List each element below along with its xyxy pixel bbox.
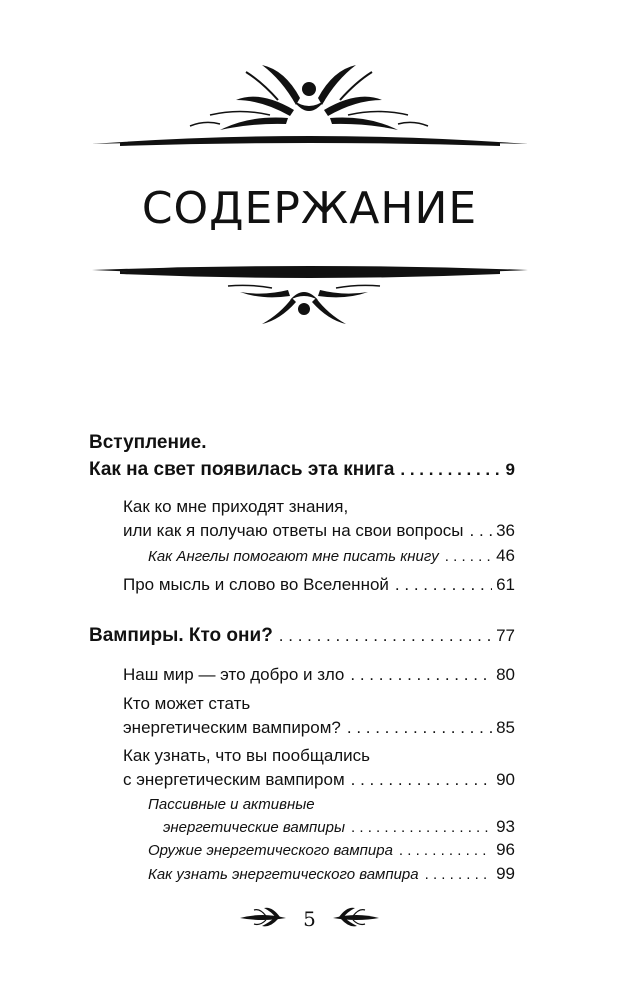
toc-entry[interactable]: Про мысль и слово во Вселенной . . . 61 — [123, 575, 515, 595]
toc-subentry[interactable]: Как узнать энергетического вампира . . . 99 — [148, 864, 515, 884]
toc-entry[interactable]: или как я получаю ответы на свои вопросы . . . 36 — [123, 521, 515, 541]
toc-entry[interactable]: с энергетическим вампиром . . . 90 — [123, 770, 515, 790]
dot-leader — [425, 866, 492, 883]
toc-subentry[interactable]: энергетические вампиры . . . 93 — [163, 817, 515, 837]
toc-entry[interactable]: Наш мир — это добро и зло . . . 80 — [123, 665, 515, 685]
toc-subentry-line: Пассивные и активные — [148, 796, 315, 813]
dot-leader — [279, 626, 492, 646]
dot-leader — [347, 718, 492, 738]
toc-subentry[interactable]: Как Ангелы помогают мне писать книгу . . . 46 — [148, 546, 515, 566]
toc-entry[interactable]: энергетическим вампиром? . . . 85 — [123, 718, 515, 738]
dot-leader — [350, 665, 492, 685]
dot-leader — [351, 770, 492, 790]
toc-heading-entry[interactable]: Вампиры. Кто они? . . . 77 — [89, 625, 515, 647]
toc-subentry[interactable]: Оружие энергетического вампира . . . 96 — [148, 840, 515, 860]
toc-entry-line: Как узнать, что вы пообщались — [123, 746, 371, 765]
toc-heading-entry[interactable]: Как на свет появилась эта книга . . . 9 — [89, 459, 515, 481]
footer-right-flourish-icon — [329, 904, 383, 930]
dot-leader — [400, 460, 501, 480]
dot-leader — [395, 575, 492, 595]
dot-leader — [445, 548, 492, 565]
dot-leader — [470, 521, 493, 541]
page-title: СОДЕРЖАНИЕ — [141, 183, 478, 234]
page-number: 5 — [303, 907, 316, 931]
dot-leader — [351, 819, 492, 836]
dot-leader — [399, 842, 492, 859]
toc-entry-line: Кто может стать — [123, 694, 251, 713]
toc-heading-line: Вступление. — [89, 432, 207, 453]
toc-entry-line: Как ко мне приходят знания, — [123, 497, 349, 516]
